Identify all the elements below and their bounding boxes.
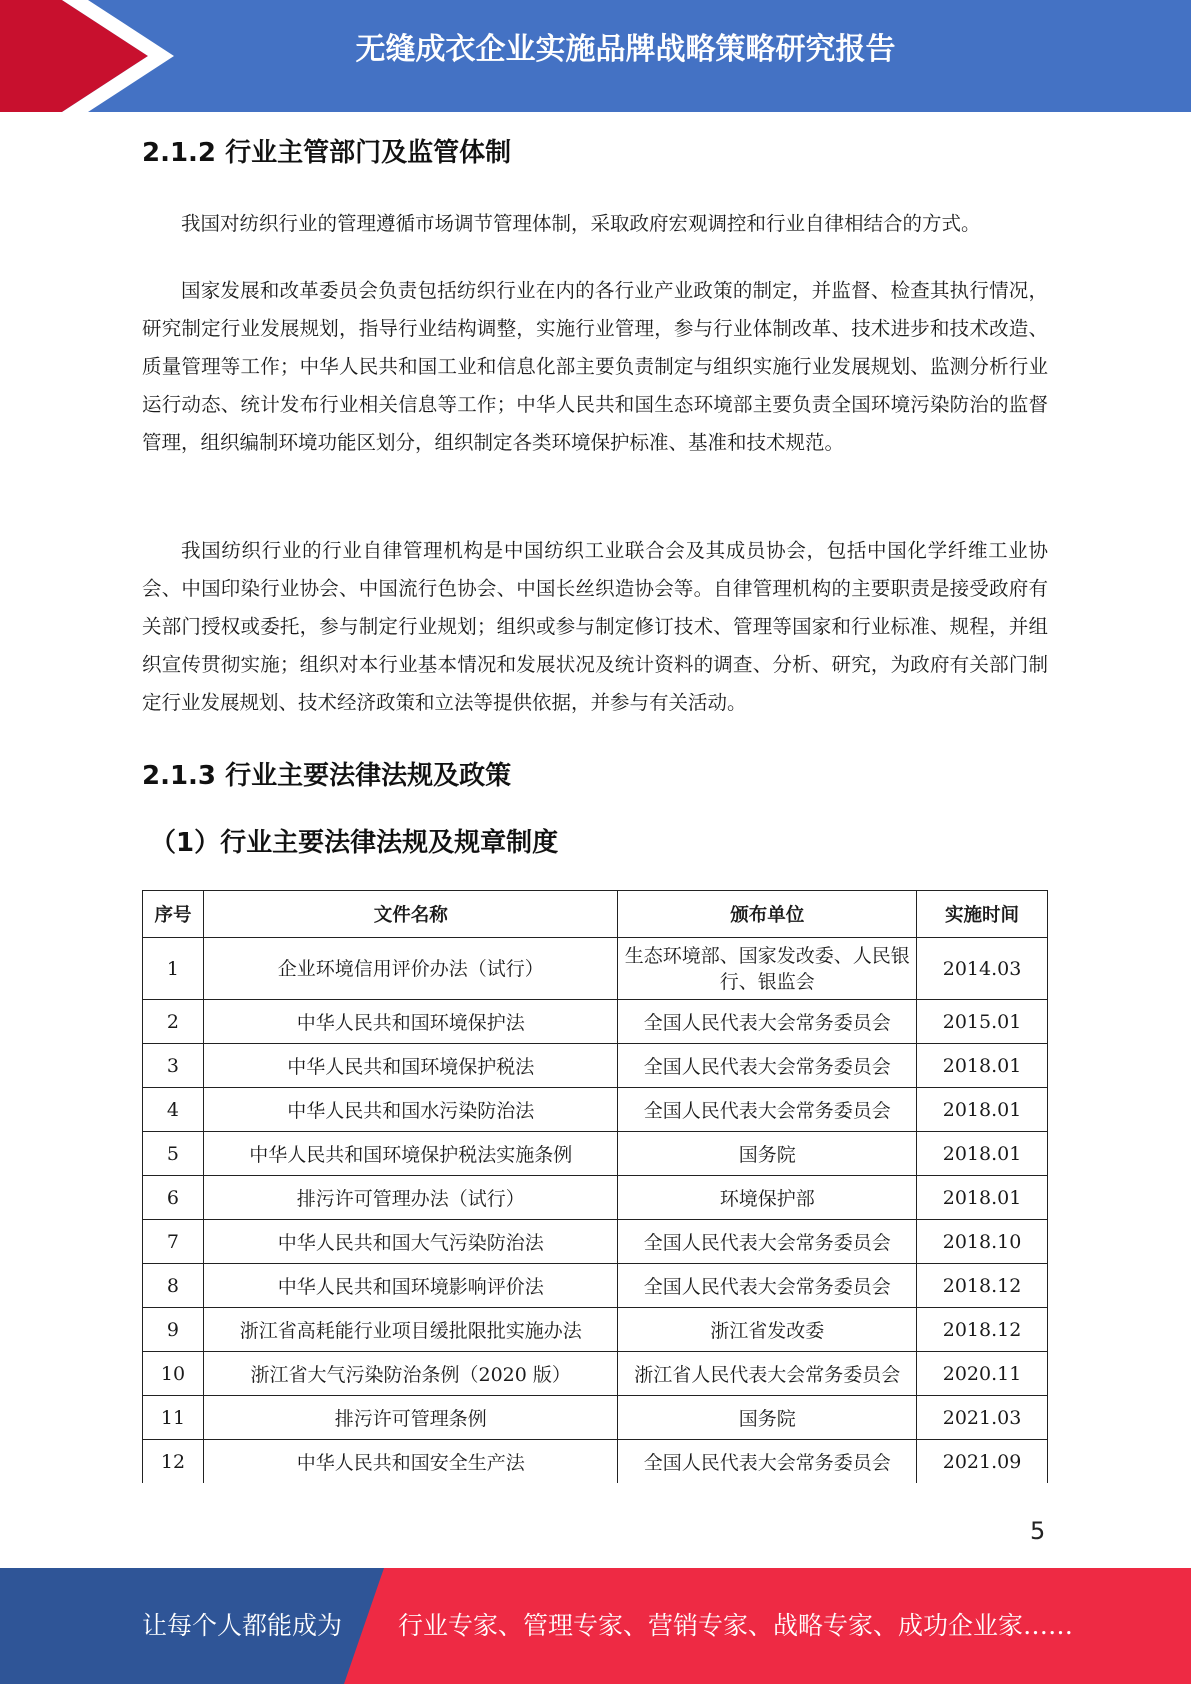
column-header-document-name: 文件名称	[203, 891, 617, 938]
footer-slogan-right: 行业专家、管理专家、营销专家、战略专家、成功企业家……	[398, 1611, 1074, 1640]
cell-document-name: 浙江省高耗能行业项目缓批限批实施办法	[203, 1308, 617, 1352]
cell-issuing-authority: 国务院	[618, 1396, 917, 1440]
cell-document-name: 中华人民共和国安全生产法	[203, 1440, 617, 1484]
page-number: 5	[1030, 1517, 1046, 1545]
cell-effective-date: 2018.01	[917, 1044, 1048, 1088]
cell-document-name: 中华人民共和国水污染防治法	[203, 1088, 617, 1132]
cell-index: 12	[143, 1440, 204, 1484]
cell-issuing-authority: 浙江省人民代表大会常务委员会	[618, 1352, 917, 1396]
table-row	[143, 1308, 1048, 1352]
report-title: 无缝成衣企业实施品牌战略策略研究报告	[355, 32, 896, 67]
paragraph: 我国对纺织行业的管理遵循市场调节管理体制，采取政府宏观调控和行业自律相结合的方式。	[181, 212, 981, 235]
cell-index: 2	[143, 1000, 204, 1044]
table-row	[143, 1176, 1048, 1220]
cell-effective-date: 2018.10	[917, 1220, 1048, 1264]
cell-effective-date: 2018.01	[917, 1176, 1048, 1220]
cell-effective-date: 2014.03	[917, 938, 1048, 1000]
cell-document-name: 中华人民共和国环境影响评价法	[203, 1264, 617, 1308]
cell-document-name: 排污许可管理办法（试行）	[203, 1176, 617, 1220]
cell-issuing-authority: 生态环境部、国家发改委、人民银行、银监会	[618, 938, 917, 1000]
cell-index: 3	[143, 1044, 204, 1088]
cell-effective-date: 2018.01	[917, 1088, 1048, 1132]
cell-index: 6	[143, 1176, 204, 1220]
cell-document-name: 中华人民共和国环境保护法	[203, 1000, 617, 1044]
cell-effective-date: 2021.03	[917, 1396, 1048, 1440]
cell-index: 8	[143, 1264, 204, 1308]
cell-document-name: 排污许可管理条例	[203, 1396, 617, 1440]
cell-effective-date: 2018.12	[917, 1308, 1048, 1352]
regulations-table	[142, 890, 1048, 1483]
table-row	[143, 1220, 1048, 1264]
cell-effective-date: 2021.09	[917, 1440, 1048, 1484]
cell-document-name: 企业环境信用评价办法（试行）	[203, 938, 617, 1000]
cell-effective-date: 2015.01	[917, 1000, 1048, 1044]
cell-issuing-authority: 全国人民代表大会常务委员会	[618, 1088, 917, 1132]
table-row	[143, 1440, 1048, 1484]
table-row	[143, 1264, 1048, 1308]
cell-document-name: 中华人民共和国环境保护税法实施条例	[203, 1132, 617, 1176]
paragraph: 国家发展和改革委员会负责包括纺织行业在内的各行业产业政策的制定，并监督、检查其执行情况，研究制定行业发展规划，指导行业结构调整，实施行业管理，参与行业体制改革、技术进步和技术改造、质量管理等工作；中华人民共和国工业和信息化部主要负责制定与组织实施行业发展规划、监测分析行业运行动态、统计发布行业相关信息等工作；中华人民共和国生态环境部主要负责全国环境污染防治的监督管理，组织编制环境功能区划分，组织制定各类环境保护标准、基准和技术规范。	[142, 279, 1048, 454]
table-header-row	[143, 891, 1048, 938]
section-heading-2-1-2: 2.1.2 行业主管部门及监管体制	[142, 138, 512, 168]
cell-index: 1	[143, 938, 204, 1000]
table-row	[143, 1396, 1048, 1440]
cell-index: 10	[143, 1352, 204, 1396]
column-header-index: 序号	[143, 891, 204, 938]
table-row	[143, 1132, 1048, 1176]
cell-index: 4	[143, 1088, 204, 1132]
cell-index: 9	[143, 1308, 204, 1352]
table-row	[143, 1044, 1048, 1088]
cell-issuing-authority: 浙江省发改委	[618, 1308, 917, 1352]
page-header	[0, 0, 1191, 112]
cell-effective-date: 2020.11	[917, 1352, 1048, 1396]
table-row	[143, 1000, 1048, 1044]
cell-document-name: 中华人民共和国大气污染防治法	[203, 1220, 617, 1264]
cell-issuing-authority: 国务院	[618, 1132, 917, 1176]
table-row	[143, 938, 1048, 1000]
column-header-effective-date: 实施时间	[917, 891, 1048, 938]
subsection-heading: （1）行业主要法律法规及规章制度	[150, 828, 559, 858]
footer-slogan-left: 让每个人都能成为	[142, 1611, 343, 1640]
cell-document-name: 中华人民共和国环境保护税法	[203, 1044, 617, 1088]
column-header-issuing-authority: 颁布单位	[618, 891, 917, 938]
cell-issuing-authority: 全国人民代表大会常务委员会	[618, 1264, 917, 1308]
cell-effective-date: 2018.01	[917, 1132, 1048, 1176]
table-row	[143, 1352, 1048, 1396]
cell-index: 7	[143, 1220, 204, 1264]
section-heading-2-1-3: 2.1.3 行业主要法律法规及政策	[142, 761, 512, 791]
paragraph: 我国纺织行业的行业自律管理机构是中国纺织工业联合会及其成员协会，包括中国化学纤维工业协会、中国印染行业协会、中国流行色协会、中国长丝织造协会等。自律管理机构的主要职责是接受政府有关部门授权或委托，参与制定行业规划；组织或参与制定修订技术、管理等国家和行业标准、规程，并组织宣传贯彻实施；组织对本行业基本情况和发展状况及统计资料的调查、分析、研究，为政府有关部门制定行业发展规划、技术经济政策和立法等提供依据，并参与有关活动。	[142, 539, 1048, 714]
cell-issuing-authority: 全国人民代表大会常务委员会	[618, 1220, 917, 1264]
cell-issuing-authority: 全国人民代表大会常务委员会	[618, 1044, 917, 1088]
table-row	[143, 1088, 1048, 1132]
cell-document-name: 浙江省大气污染防治条例（2020 版）	[203, 1352, 617, 1396]
cell-effective-date: 2018.12	[917, 1264, 1048, 1308]
cell-issuing-authority: 全国人民代表大会常务委员会	[618, 1440, 917, 1484]
cell-issuing-authority: 环境保护部	[618, 1176, 917, 1220]
page-footer	[0, 1568, 1191, 1684]
cell-index: 5	[143, 1132, 204, 1176]
cell-issuing-authority: 全国人民代表大会常务委员会	[618, 1000, 917, 1044]
cell-index: 11	[143, 1396, 204, 1440]
